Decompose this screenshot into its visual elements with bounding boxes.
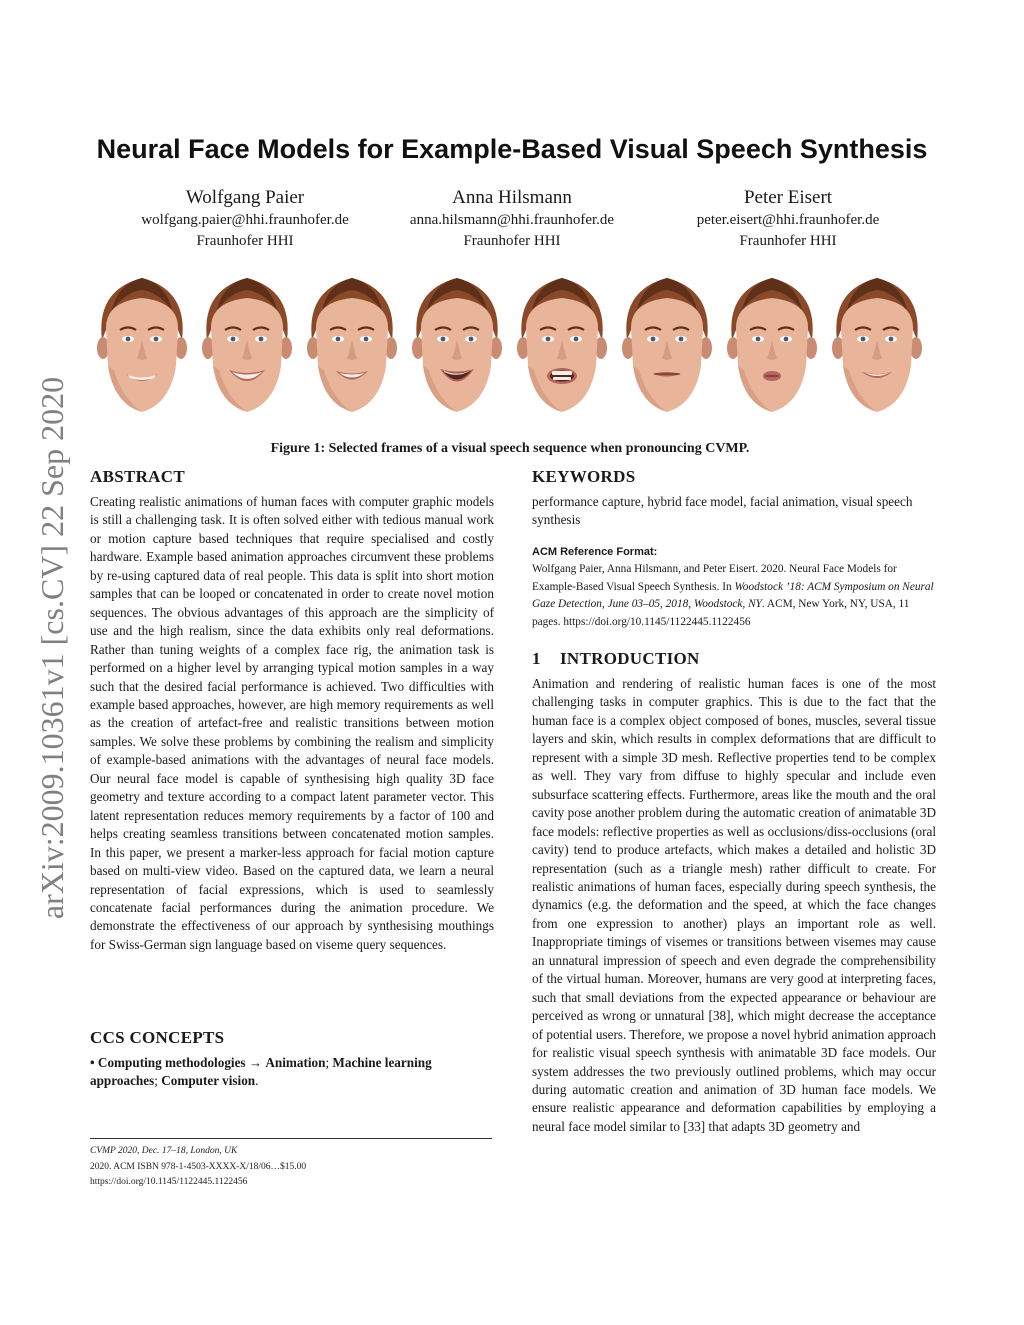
section-title: INTRODUCTION <box>560 649 700 668</box>
ccs-separator: ; <box>325 1055 333 1070</box>
keywords-text: performance capture, hybrid face model, facial animation, visual speech synthesis <box>532 494 913 528</box>
left-column <box>90 467 494 954</box>
ccs-bullet: • <box>90 1055 98 1070</box>
author-email[interactable]: wolfgang.paier@hhi.fraunhofer.de <box>141 212 349 228</box>
ccs-concept: Computer vision <box>161 1073 256 1089</box>
footnote-doi[interactable]: https://doi.org/10.1145/1122445.1122456 <box>90 1177 248 1187</box>
footnote-venue: CVMP 2020, Dec. 17–18, London, UK <box>90 1146 238 1156</box>
abstract-heading: ABSTRACT <box>90 467 185 486</box>
keywords-heading: KEYWORDS <box>532 467 636 486</box>
figure-face-frames <box>90 270 930 420</box>
acm-reference-heading: ACM Reference Format: <box>532 545 658 558</box>
introduction-section <box>532 649 936 1136</box>
author-affiliation: Fraunhofer HHI <box>739 233 837 249</box>
author-affiliation: Fraunhofer HHI <box>196 233 294 249</box>
abstract-text: Creating realistic animations of human faces with computer graphic models is still a challenging task. It is often solved either with tedious manual work or motion capture based techniques that require specialised and costly hardware. Example based animation approaches circumvent these problems by re-using captured data of real people. This data is split into short motion samples that can be looped or concatenated in order to create novel motion sequences. The obvious advantages of this approach are the simplicity of use and the high realism, since the data exhibits only real deformations. Rather than tuning weights of a complex face rig, the animation task is performed on a higher level by arranging typical motion samples in a way such that the desired facial performance is achieved. Two difficulties with example based approaches, however, are high memory requirements as well as the creation of artefact-free and realistic transitions between motion samples. We solve these problems by combining the realism and simplicity of example-based animations with the advantages of neural face models. Our neural face model is capable of synthesising high quality 3D face geometry and texture according to a compact latent parameter vector. This latent representation reduces memory requirements by a factor of 100 and helps creating seamless transitions between concatenated motion samples. In this paper, we present a marker-less approach for facial motion capture based on multi-view video. Based on the captured data, we learn a neural representation of facial expressions, which is used to seamlessly concatenate facial performances during the animation procedure. We demonstrate the effectiveness of our approach by synthesising mouthings for Swiss-German sign language based on viseme query sequences. <box>90 494 494 952</box>
footnote <box>90 1144 494 1191</box>
paper-title: Neural Face Models for Example-Based Visual Speech Synthesis <box>96 134 928 164</box>
ccs-separator: ; <box>154 1073 162 1089</box>
section-number: 1 <box>532 649 541 668</box>
acm-reference-text <box>532 561 936 631</box>
acm-reference-authors: Wolfgang Paier, Anna Hilsmann, and Peter Eisert. 2020. Neural Face Models for Example-Based Visual Speech Synthesis. In <box>532 562 897 593</box>
ccs-concept: Computing methodologies <box>97 1055 246 1070</box>
introduction-text: Animation and rendering of realistic human faces is one of the most challenging tasks in computer graphics. This is due to the fact that the human face is a complex object composed of bones, muscles, several tissue layers and skin, which results in complex deformations that are difficult to represent with a simple 3D mesh. Reflective properties tend to be complex as well. They vary from diffuse to highly specular and include even subsurface scattering effects. Furthermore, areas like the mouth and the oral cavity pose another problem during the automatic creation of animatable 3D face models: reflective properties as well as occlusions/diss-occlusions (oral cavity) tend to produce artefacts, which makes a detailed and holistic 3D representation (such as a triangle mesh) rather difficult to create. For realistic animations of human faces, especially during speech synthesis, the dynamics (e.g. the deformation and the speed, at which the face changes from one expression to another) plays an important role as well. Inappropriate timings of visemes or transitions between visemes may cause an unnatural impression of speech and even degrade the comprehensibility of the virtual human. Moreover, humans are very good at interpreting faces, such that small deviations from the expected appearance or behaviour are perceived as wrong or unnatural [38], which might decrease the acceptance of potential users. Therefore, we propose a novel hybrid animation approach for realistic visual speech synthesis with animatable 3D face models. Our system addresses the two previously outlined problems, which may occur during automatic creation and animation of 3D human face models. We ensure realistic appearance and deformation capabilities by employing a neural face model similar to [33] that adapts 3D geometry and <box>532 676 936 1134</box>
author-email[interactable]: peter.eisert@hhi.fraunhofer.de <box>696 212 880 228</box>
ccs-concept: Animation <box>265 1055 326 1070</box>
introduction-heading <box>532 649 936 669</box>
ccs-concepts <box>90 1054 494 1091</box>
ccs-section <box>90 1028 494 1091</box>
author-name: Peter Eisert <box>743 187 833 208</box>
ccs-concept: Machine learning approaches <box>90 1055 432 1089</box>
ccs-end: . <box>255 1073 259 1089</box>
face-frame-grimace <box>92 270 192 416</box>
ccs-arrow: → <box>245 1055 266 1070</box>
author-email[interactable]: anna.hilsmann@hhi.fraunhofer.de <box>409 212 615 228</box>
face-frame-teeth-open <box>512 270 612 416</box>
figure-caption: Figure 1: Selected frames of a visual speech sequence when pronouncing CVMP. <box>270 441 750 456</box>
footnote-divider <box>90 1138 492 1139</box>
face-frame-open-smile <box>407 270 507 416</box>
ccs-heading: CCS CONCEPTS <box>90 1028 225 1047</box>
author-block <box>638 186 938 252</box>
author-name: Anna Hilsmann <box>452 187 572 208</box>
face-frame-smile <box>302 270 402 416</box>
face-frame-teeth-smile <box>197 270 297 416</box>
author-block <box>95 186 395 252</box>
author-affiliation: Fraunhofer HHI <box>463 233 561 249</box>
author-name: Wolfgang Paier <box>185 187 305 208</box>
acm-reference-venue: Woodstock ’18: ACM Symposium on Neural Gaze Detection, June 03–05, 2018, Woodstock, NY <box>532 580 934 611</box>
acm-reference-publisher: . ACM, New York, NY, USA, 11 pages. https://doi.org/10.1145/1122445.1122456 <box>532 598 910 628</box>
author-block <box>362 186 662 252</box>
right-column <box>532 467 936 631</box>
face-frame-pursed-lips <box>722 270 822 416</box>
arxiv-identifier: arXiv:2009.10361v1 [cs.CV] 22 Sep 2020 <box>34 376 70 920</box>
footnote-isbn: 2020. ACM ISBN 978-1-4503-XXXX-X/18/06…$15.00 <box>90 1161 307 1172</box>
face-frame-slight-smile <box>827 270 927 416</box>
face-frame-closed-lips <box>617 270 717 416</box>
